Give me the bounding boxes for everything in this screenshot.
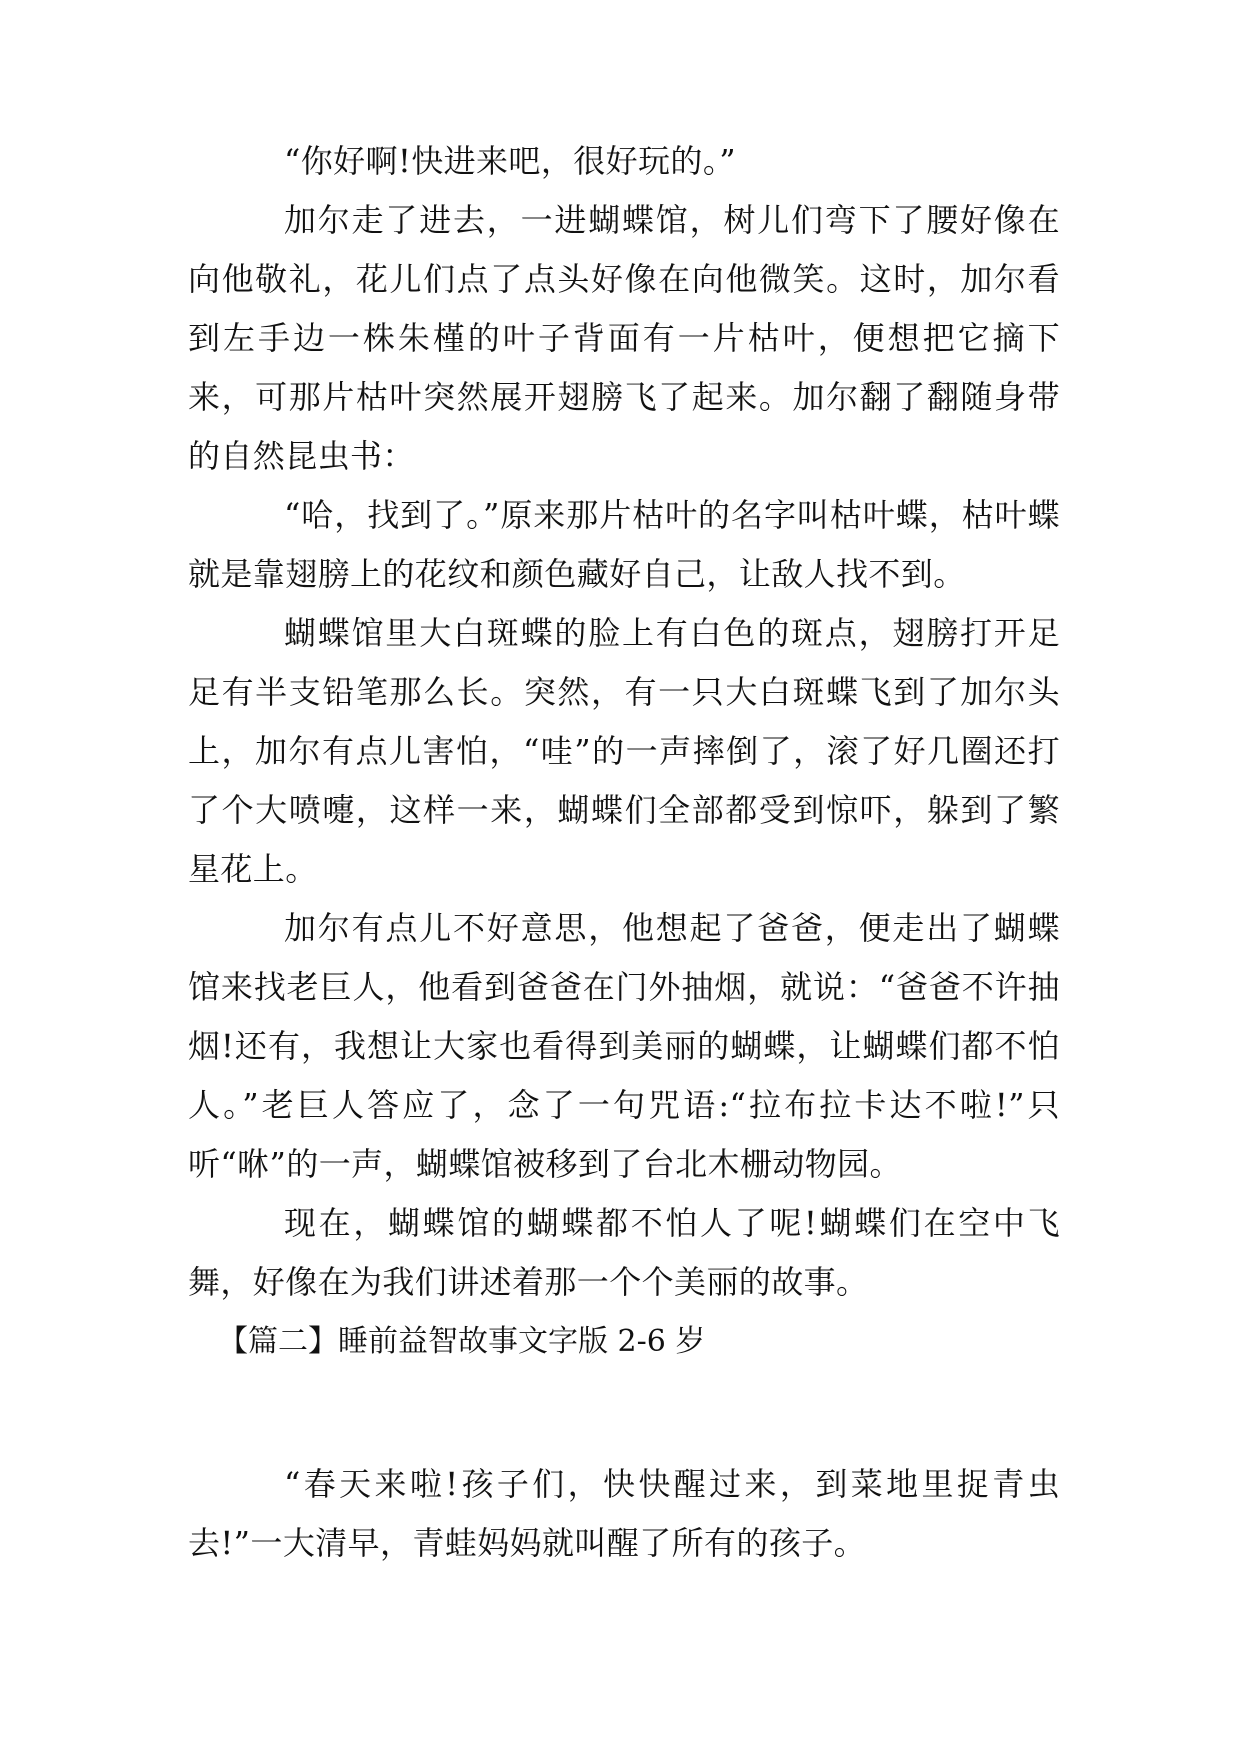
section-spacer [188, 1371, 1060, 1455]
paragraph: 现在，蝴蝶馆的蝴蝶都不怕人了呢!蝴蝶们在空中飞舞，好像在为我们讲述着那一个个美丽的故事。 [188, 1204, 1060, 1301]
section-heading: 【篇二】睡前益智故事文字版 2-6 岁 [218, 1324, 706, 1359]
paragraph: “哈，找到了。”原来那片枯叶的名字叫枯叶蝶，枯叶蝶就是靠翅膀上的花纹和颜色藏好自己，让敌人找不到。 [188, 496, 1060, 593]
paragraph: 加尔有点儿不好意思，他想起了爸爸，便走出了蝴蝶馆来找老巨人，他看到爸爸在门外抽烟，就说：“爸爸不许抽烟!还有，我想让大家也看得到美丽的蝴蝶，让蝴蝶们都不怕人。”老巨人答应了，念了一句咒语:“拉布拉卡达不啦!”只听“咻”的一声，蝴蝶馆被移到了台北木栅动物园。 [188, 909, 1060, 1183]
paragraph: 蝴蝶馆里大白斑蝶的脸上有白色的斑点，翅膀打开足足有半支铅笔那么长。突然，有一只大白斑蝶飞到了加尔头上，加尔有点儿害怕，“哇”的一声摔倒了，滚了好几圈还打了个大喷嚏，这样一来，蝴蝶们全部都受到惊吓，躲到了繁星花上。 [188, 614, 1060, 888]
paragraph: “你好啊!快进来吧，很好玩的。” [284, 142, 736, 180]
paragraph: 加尔走了进去，一进蝴蝶馆，树儿们弯下了腰好像在向他敬礼，花儿们点了点头好像在向他微笑。这时，加尔看到左手边一株朱槿的叶子背面有一片枯叶，便想把它摘下来，可那片枯叶突然展开翅膀飞了起来。加尔翻了翻随身带的自然昆虫书： [188, 201, 1060, 475]
document-body [188, 132, 1060, 1573]
paragraph: “春天来啦!孩子们，快快醒过来，到菜地里捉青虫去!”一大清早，青蛙妈妈就叫醒了所有的孩子。 [188, 1465, 1060, 1562]
